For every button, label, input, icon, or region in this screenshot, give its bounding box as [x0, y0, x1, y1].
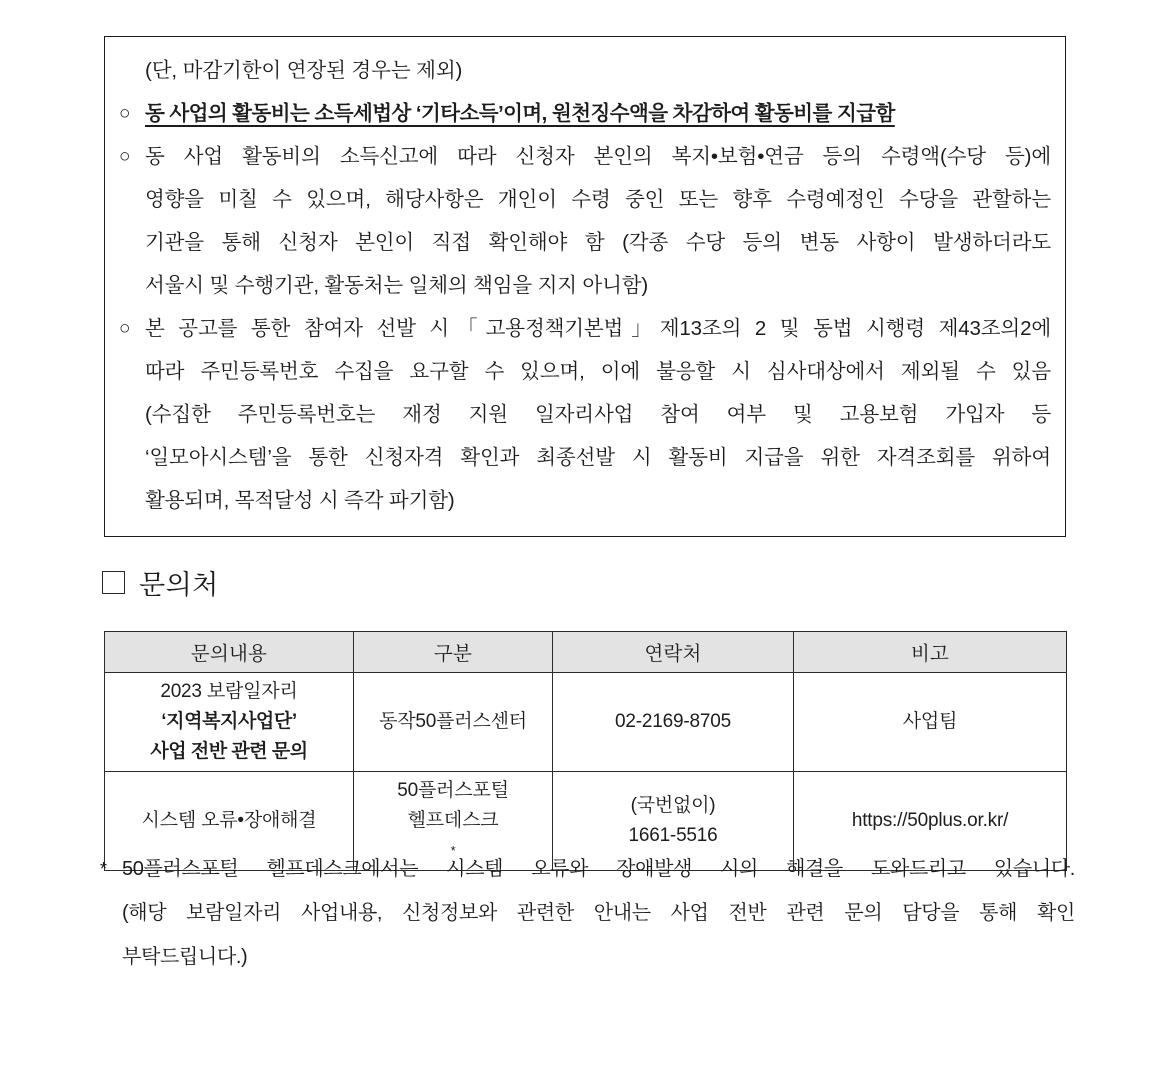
notice-bullet-3-body — [145, 307, 1051, 522]
table-header-contact: 연락처 — [553, 632, 794, 673]
square-bullet-icon — [102, 571, 125, 594]
notice-bullet-2 — [119, 135, 1051, 307]
circle-bullet-icon: ○ — [119, 103, 131, 124]
cell-division — [354, 673, 553, 772]
notice-bullet-1-body — [145, 92, 1051, 135]
cell-inquiry — [105, 673, 354, 772]
footnote-block — [100, 847, 1075, 979]
notice-bullet-3-line-1: 본 공고를 통한 참여자 선발 시「고용정책기본법」제13조의 2 및 동법 시행령 제43조의2에 — [145, 317, 1051, 340]
cell-remark-url[interactable]: https://50plus.or.kr/ — [794, 772, 1067, 871]
notice-bullet-1-line-1: 동 사업의 활동비는 소득세법상 ‘기타소득’이며, 원천징수액을 차감하여 활동비를 지급함 — [145, 102, 895, 125]
notice-bullet-3-line-3: (수집한 주민등록번호는 재정 지원 일자리사업 참여 여부 및 고용보험 가입자 등 — [145, 403, 1051, 426]
notice-bullet-3-line-5: 활용되며, 목적달성 시 즉각 파기함) — [145, 489, 455, 512]
cell-contact: 02-2169-8705 — [553, 673, 794, 772]
notice-bullet-3-line-4: ‘일모아시스템’을 통한 신청자격 확인과 최종선발 시 활동비 지급을 위한 자격조회를 위하여 — [145, 446, 1051, 469]
notice-bullet-3 — [119, 307, 1051, 522]
cell-inquiry: 시스템 오류•장애해결 — [105, 772, 354, 871]
cell-remark: 사업팀 — [794, 673, 1067, 772]
notice-bullet-2-line-4: 서울시 및 수행기관, 활동처는 일체의 책임을 지지 아니함) — [145, 274, 649, 297]
notice-bullet-2-body — [145, 135, 1051, 307]
cell-contact-line-1: (국번없이) — [630, 795, 716, 816]
table-header-inquiry: 문의내용 — [105, 632, 354, 673]
cell-division-line-1: 동작50플러스센터 — [379, 711, 527, 732]
footnote-line-3: 부탁드립니다.) — [122, 946, 248, 968]
footnote-row — [100, 847, 1075, 979]
notice-bullet-2-line-3: 기관을 통해 신청자 본인이 직접 확인해야 함 (각종 수당 등의 변동 사항이 발생하더라도 — [145, 231, 1051, 254]
table-header-remark: 비고 — [794, 632, 1067, 673]
cell-contact-line-2: 1661-5516 — [628, 825, 718, 846]
contact-table — [104, 631, 1067, 871]
footnote-body — [122, 847, 1075, 979]
cell-inquiry-line-3: 사업 전반 관련 문의 — [150, 741, 308, 762]
notice-intro-line: (단, 마감기한이 연장된 경우는 제외) — [145, 59, 463, 82]
asterisk-icon: * — [450, 843, 456, 858]
footnote-line-2: (해당 보람일자리 사업내용, 신청정보와 관련한 안내는 사업 전반 관련 문의 담당을 통해 확인 — [122, 902, 1075, 924]
circle-bullet-icon: ○ — [119, 318, 131, 339]
notice-bullet-2-line-2: 영향을 미칠 수 있으며, 해당사항은 개인이 수령 중인 또는 향후 수령예정인 수당을 관할하는 — [145, 188, 1051, 211]
table-header-division: 구분 — [354, 632, 553, 673]
circle-bullet-icon: ○ — [119, 146, 131, 167]
cell-inquiry-line-1: 2023 보람일자리 — [160, 681, 298, 702]
table-row — [105, 673, 1067, 772]
footnote-line-1: 50플러스포털 헬프데스크에서는 시스템 오류와 장애발생 시의 해결을 도와드리고 있습니다. — [122, 858, 1075, 880]
cell-division-line-1: 50플러스포털 — [397, 780, 509, 801]
page-title: 문의처 — [139, 570, 219, 600]
notice-bullet-3-line-2: 따라 주민등록번호 수집을 요구할 수 있으며, 이에 불응할 시 심사대상에서 제외될 수 있음 — [145, 360, 1051, 383]
contact-section-heading — [102, 563, 219, 602]
cell-division-line-2-text: 헬프데스크 — [407, 810, 499, 831]
cell-inquiry-line-2: ‘지역복지사업단’ — [161, 711, 297, 732]
notice-box — [104, 36, 1066, 537]
notice-bullet-1 — [119, 92, 1051, 135]
asterisk-icon: * — [100, 859, 107, 879]
notice-bullet-2-line-1: 동 사업 활동비의 소득신고에 따라 신청자 본인의 복지•보험•연금 등의 수령액(수당 등)에 — [145, 145, 1051, 168]
table-header-row — [105, 632, 1067, 673]
